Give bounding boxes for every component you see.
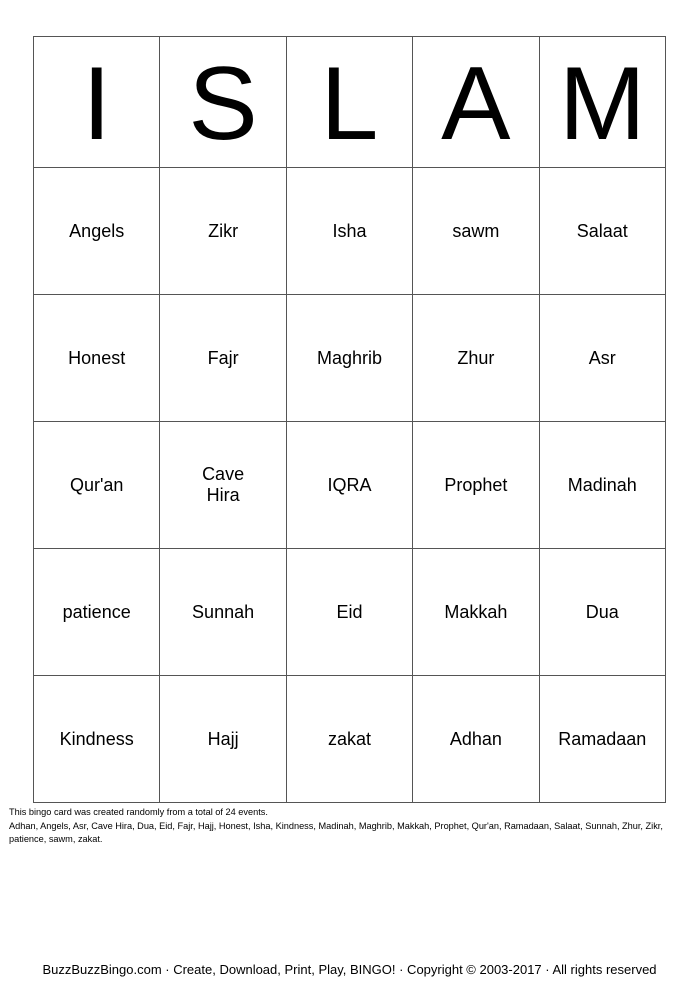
card-row bbox=[34, 549, 666, 676]
card-cell: zakat bbox=[286, 676, 412, 803]
card-cell: Maghrib bbox=[286, 295, 412, 422]
card-cell: Salaat bbox=[539, 168, 665, 295]
card-cell: Honest bbox=[34, 295, 160, 422]
card-cell: Isha bbox=[286, 168, 412, 295]
card-cell: Sunnah bbox=[160, 549, 286, 676]
card-cell: Zhur bbox=[413, 295, 539, 422]
card-cell: Dua bbox=[539, 549, 665, 676]
card-row bbox=[34, 676, 666, 803]
card-cell: Hajj bbox=[160, 676, 286, 803]
card-cell: Zikr bbox=[160, 168, 286, 295]
card-note bbox=[9, 806, 689, 847]
card-cell: Eid bbox=[286, 549, 412, 676]
card-cell: Madinah bbox=[539, 422, 665, 549]
card-row bbox=[34, 295, 666, 422]
header-row bbox=[34, 37, 666, 168]
card-cell: IQRA bbox=[286, 422, 412, 549]
card-cell: sawm bbox=[413, 168, 539, 295]
card-cell: Fajr bbox=[160, 295, 286, 422]
card-row bbox=[34, 422, 666, 549]
note-event-list: Adhan, Angels, Asr, Cave Hira, Dua, Eid, Fajr, Hajj, Honest, Isha, Kindness, Madinah, Maghrib, Makkah, Prophet, Qur'an, Ramadaan, Salaat, Sunnah, Zhur, Zikr, patience, sawm, zakat. bbox=[9, 820, 663, 844]
card-cell: Qur'an bbox=[34, 422, 160, 549]
card-cell bbox=[160, 422, 286, 549]
card-cell: patience bbox=[34, 549, 160, 676]
header-letter: I bbox=[34, 37, 160, 168]
header-letter: A bbox=[413, 37, 539, 168]
header-letter: S bbox=[160, 37, 286, 168]
card-row bbox=[34, 168, 666, 295]
bingo-card bbox=[33, 36, 666, 803]
card-cell-text: Cave Hira bbox=[202, 464, 245, 505]
header-letter: M bbox=[539, 37, 665, 168]
card-cell: Asr bbox=[539, 295, 665, 422]
card-cell: Prophet bbox=[413, 422, 539, 549]
card-cell: Ramadaan bbox=[539, 676, 665, 803]
card-cell: Adhan bbox=[413, 676, 539, 803]
card-cell: Makkah bbox=[413, 549, 539, 676]
card-cell: Angels bbox=[34, 168, 160, 295]
card-cell: Kindness bbox=[34, 676, 160, 803]
note-summary: This bingo card was created randomly from a total of 24 events. bbox=[9, 807, 268, 817]
header-letter: L bbox=[286, 37, 412, 168]
footer: BuzzBuzzBingo.com · Create, Download, Print, Play, BINGO! · Copyright © 2003-2017 · All rights reserved bbox=[42, 962, 657, 977]
